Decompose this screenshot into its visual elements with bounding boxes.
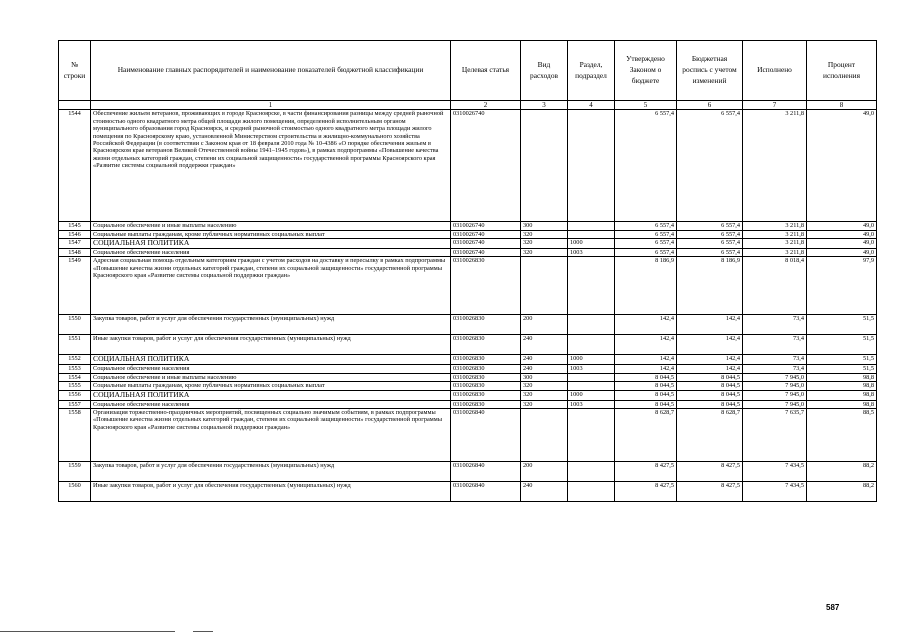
expense-type: 320 — [521, 230, 568, 238]
approved-amount: 8 628,7 — [615, 409, 677, 462]
execution-percent: 49,0 — [807, 110, 877, 222]
header-vid: Вид расходов — [521, 41, 568, 101]
row-name: СОЦИАЛЬНАЯ ПОЛИТИКА — [91, 239, 451, 249]
approved-amount: 8 044,5 — [615, 400, 677, 408]
target-article: 0310026740 — [451, 230, 521, 238]
roster-amount: 6 557,4 — [677, 249, 743, 257]
expense-type: 240 — [521, 482, 568, 502]
approved-amount: 6 557,4 — [615, 230, 677, 238]
executed-amount: 3 211,8 — [743, 222, 807, 230]
row-number: 1548 — [59, 249, 91, 257]
roster-amount: 8 044,5 — [677, 400, 743, 408]
execution-percent: 49,0 — [807, 222, 877, 230]
table-row — [59, 355, 877, 365]
row-number: 1553 — [59, 365, 91, 373]
roster-amount: 8 427,5 — [677, 482, 743, 502]
footer-rule — [0, 631, 175, 632]
target-article: 0310026740 — [451, 249, 521, 257]
expense-type — [521, 257, 568, 315]
roster-amount: 142,4 — [677, 335, 743, 355]
target-article: 0310026830 — [451, 390, 521, 400]
column-index: 5 — [615, 101, 677, 110]
column-index: 2 — [451, 101, 521, 110]
row-number: 1557 — [59, 400, 91, 408]
section-subsection — [568, 110, 615, 222]
section-subsection — [568, 315, 615, 335]
header-approved: Утверждено Законом о бюджете — [615, 41, 677, 101]
section-subsection — [568, 230, 615, 238]
row-number: 1558 — [59, 409, 91, 462]
section-subsection: 1003 — [568, 249, 615, 257]
executed-amount: 3 211,8 — [743, 230, 807, 238]
table-row — [59, 462, 877, 482]
approved-amount: 6 557,4 — [615, 239, 677, 249]
target-article: 0310026830 — [451, 365, 521, 373]
header-code: Целевая статья — [451, 41, 521, 101]
header-razdel: Раздел, подраздел — [568, 41, 615, 101]
executed-amount: 7 945,0 — [743, 390, 807, 400]
executed-amount: 7 945,0 — [743, 382, 807, 390]
execution-percent: 88,2 — [807, 462, 877, 482]
column-index: 4 — [568, 101, 615, 110]
table-row — [59, 482, 877, 502]
roster-amount: 8 186,9 — [677, 257, 743, 315]
expense-type: 300 — [521, 373, 568, 381]
approved-amount: 142,4 — [615, 365, 677, 373]
table-row — [59, 409, 877, 462]
target-article: 0310026830 — [451, 382, 521, 390]
expense-type: 320 — [521, 239, 568, 249]
execution-percent: 98,8 — [807, 373, 877, 381]
expense-type: 320 — [521, 382, 568, 390]
table-row — [59, 335, 877, 355]
row-name: Социальное обеспечение и иные выплаты населению — [91, 222, 451, 230]
execution-percent: 49,0 — [807, 230, 877, 238]
expense-type: 320 — [521, 400, 568, 408]
executed-amount: 7 945,0 — [743, 373, 807, 381]
page-number: 587 — [826, 603, 840, 612]
row-number: 1547 — [59, 239, 91, 249]
executed-amount: 3 211,8 — [743, 249, 807, 257]
approved-amount: 6 557,4 — [615, 110, 677, 222]
row-name: СОЦИАЛЬНАЯ ПОЛИТИКА — [91, 390, 451, 400]
column-index: 1 — [91, 101, 451, 110]
row-name: Иные закупки товаров, работ и услуг для обеспечения государственных (муниципальных) нужд — [91, 335, 451, 355]
row-number: 1545 — [59, 222, 91, 230]
row-number: 1554 — [59, 373, 91, 381]
section-subsection: 1003 — [568, 400, 615, 408]
row-number: 1555 — [59, 382, 91, 390]
table-row — [59, 249, 877, 257]
footer-rule — [193, 631, 213, 632]
budget-table — [58, 40, 877, 502]
execution-percent: 98,8 — [807, 390, 877, 400]
row-number: 1551 — [59, 335, 91, 355]
section-subsection — [568, 335, 615, 355]
row-name: СОЦИАЛЬНАЯ ПОЛИТИКА — [91, 355, 451, 365]
approved-amount: 8 427,5 — [615, 482, 677, 502]
section-subsection: 1000 — [568, 239, 615, 249]
expense-type: 240 — [521, 335, 568, 355]
executed-amount: 7 635,7 — [743, 409, 807, 462]
target-article: 0310026830 — [451, 257, 521, 315]
target-article: 0310026840 — [451, 409, 521, 462]
target-article: 0310026830 — [451, 335, 521, 355]
row-number: 1550 — [59, 315, 91, 335]
roster-amount: 8 628,7 — [677, 409, 743, 462]
executed-amount: 73,4 — [743, 365, 807, 373]
expense-type: 240 — [521, 355, 568, 365]
row-number: 1546 — [59, 230, 91, 238]
table-row — [59, 373, 877, 381]
execution-percent: 49,0 — [807, 239, 877, 249]
section-subsection: 1000 — [568, 355, 615, 365]
column-index-row — [59, 101, 877, 110]
target-article: 0310026840 — [451, 462, 521, 482]
row-name: Социальные выплаты гражданам, кроме публичных нормативных социальных выплат — [91, 230, 451, 238]
header-row — [59, 41, 877, 101]
roster-amount: 6 557,4 — [677, 222, 743, 230]
row-number: 1544 — [59, 110, 91, 222]
row-name: Социальное обеспечение населения — [91, 400, 451, 408]
execution-percent: 88,5 — [807, 409, 877, 462]
execution-percent: 88,2 — [807, 482, 877, 502]
approved-amount: 142,4 — [615, 355, 677, 365]
expense-type: 300 — [521, 222, 568, 230]
roster-amount: 142,4 — [677, 365, 743, 373]
approved-amount: 8 044,5 — [615, 373, 677, 381]
roster-amount: 8 044,5 — [677, 390, 743, 400]
row-number: 1552 — [59, 355, 91, 365]
approved-amount: 8 186,9 — [615, 257, 677, 315]
section-subsection — [568, 257, 615, 315]
row-name: Социальное обеспечение населения — [91, 249, 451, 257]
approved-amount: 8 427,5 — [615, 462, 677, 482]
section-subsection — [568, 409, 615, 462]
target-article: 0310026830 — [451, 373, 521, 381]
target-article: 0310026740 — [451, 110, 521, 222]
approved-amount: 142,4 — [615, 315, 677, 335]
section-subsection — [568, 462, 615, 482]
target-article: 0310026830 — [451, 400, 521, 408]
executed-amount: 8 018,4 — [743, 257, 807, 315]
header-row-no: № строки — [59, 41, 91, 101]
row-number: 1560 — [59, 482, 91, 502]
roster-amount: 6 557,4 — [677, 239, 743, 249]
row-name: Социальное обеспечение населения — [91, 365, 451, 373]
table-row — [59, 382, 877, 390]
row-name: Социальное обеспечение и иные выплаты населению — [91, 373, 451, 381]
section-subsection — [568, 482, 615, 502]
expense-type: 200 — [521, 462, 568, 482]
column-index: 7 — [743, 101, 807, 110]
executed-amount: 7 434,5 — [743, 462, 807, 482]
column-index: 6 — [677, 101, 743, 110]
section-subsection: 1000 — [568, 390, 615, 400]
execution-percent: 51,5 — [807, 335, 877, 355]
expense-type: 320 — [521, 390, 568, 400]
row-number: 1556 — [59, 390, 91, 400]
header-roster: Бюджетная роспись с учетом изменений — [677, 41, 743, 101]
executed-amount: 3 211,8 — [743, 110, 807, 222]
table-row — [59, 315, 877, 335]
table-row — [59, 365, 877, 373]
table-row — [59, 239, 877, 249]
roster-amount: 6 557,4 — [677, 230, 743, 238]
header-percent: Процент исполнения — [807, 41, 877, 101]
roster-amount: 6 557,4 — [677, 110, 743, 222]
target-article: 0310026830 — [451, 315, 521, 335]
row-name: Закупка товаров, работ и услуг для обеспечения государственных (муниципальных) нужд — [91, 315, 451, 335]
executed-amount: 73,4 — [743, 335, 807, 355]
target-article: 0310026840 — [451, 482, 521, 502]
approved-amount: 8 044,5 — [615, 382, 677, 390]
roster-amount: 8 044,5 — [677, 382, 743, 390]
executed-amount: 73,4 — [743, 355, 807, 365]
target-article: 0310026740 — [451, 222, 521, 230]
column-index: 8 — [807, 101, 877, 110]
executed-amount: 7 434,5 — [743, 482, 807, 502]
row-name: Иные закупки товаров, работ и услуг для обеспечения государственных (муниципальных) нужд — [91, 482, 451, 502]
execution-percent: 51,5 — [807, 355, 877, 365]
row-name: Социальные выплаты гражданам, кроме публичных нормативных социальных выплат — [91, 382, 451, 390]
executed-amount: 3 211,8 — [743, 239, 807, 249]
section-subsection: 1003 — [568, 365, 615, 373]
execution-percent: 51,5 — [807, 365, 877, 373]
approved-amount: 6 557,4 — [615, 249, 677, 257]
execution-percent: 97,9 — [807, 257, 877, 315]
executed-amount: 7 945,0 — [743, 400, 807, 408]
expense-type: 240 — [521, 365, 568, 373]
row-name: Адресная социальная помощь отдельным категориям граждан с учетом расходов на доставку и пересылку в рамках подпрограммы «Повышение качества жизни отдельных категорий граждан, степени их социальной защищенности» государственной программы Красноярского края «Развитие системы социальной поддержки граждан» — [91, 257, 451, 315]
approved-amount: 8 044,5 — [615, 390, 677, 400]
row-number: 1549 — [59, 257, 91, 315]
target-article: 0310026830 — [451, 355, 521, 365]
row-number: 1559 — [59, 462, 91, 482]
section-subsection — [568, 382, 615, 390]
row-name: Организация торжественно-праздничных мероприятий, посвященных социально значимым событиям, в рамках подпрограммы «Повышение качества жизни отдельных категорий граждан, степени их социальной защищенности» государственной программы Красноярского края «Развитие системы социальной поддержки граждан» — [91, 409, 451, 462]
header-name: Наименование главных распорядителей и наименование показателей бюджетной классификации — [91, 41, 451, 101]
column-index: 3 — [521, 101, 568, 110]
target-article: 0310026740 — [451, 239, 521, 249]
table-row — [59, 257, 877, 315]
executed-amount: 73,4 — [743, 315, 807, 335]
expense-type: 200 — [521, 315, 568, 335]
roster-amount: 142,4 — [677, 315, 743, 335]
execution-percent: 51,5 — [807, 315, 877, 335]
header-executed: Исполнено — [743, 41, 807, 101]
section-subsection — [568, 373, 615, 381]
approved-amount: 142,4 — [615, 335, 677, 355]
expense-type — [521, 110, 568, 222]
execution-percent: 98,8 — [807, 382, 877, 390]
row-name: Обеспечение жильем ветеранов, проживающих в городе Красноярске, в части финансирования разницы между средней рыночной стоимостью одного квадратного метра общей площади жилого помещения, определенной исполнительным органом муниципального образования город Красноярск, и средней рыночной стоимостью одного квадратного метра площади жилого помещения по Красноярскому краю, установленной Министерством строительства и жилищно-коммунального хозяйства Российской Федерации (в соответствии с Законом края от 18 февраля 2010 года № 10-4386 «О порядке обеспечения жильем в Красноярском крае ветеранов Великой Отечественной войны 1941–1945 годов»), в рамках подпрограммы «Повышение качества жизни отдельных категорий граждан, степени их социальной защищенности» государственной программы Красноярского края «Развитие системы социальной поддержки граждан» — [91, 110, 451, 222]
roster-amount: 8 427,5 — [677, 462, 743, 482]
table-row — [59, 222, 877, 230]
roster-amount: 8 044,5 — [677, 373, 743, 381]
table-row — [59, 230, 877, 238]
table-row — [59, 390, 877, 400]
table-row — [59, 400, 877, 408]
section-subsection — [568, 222, 615, 230]
expense-type: 320 — [521, 249, 568, 257]
roster-amount: 142,4 — [677, 355, 743, 365]
expense-type — [521, 409, 568, 462]
execution-percent: 98,8 — [807, 400, 877, 408]
row-name: Закупка товаров, работ и услуг для обеспечения государственных (муниципальных) нужд — [91, 462, 451, 482]
execution-percent: 49,0 — [807, 249, 877, 257]
approved-amount: 6 557,4 — [615, 222, 677, 230]
table-row — [59, 110, 877, 222]
